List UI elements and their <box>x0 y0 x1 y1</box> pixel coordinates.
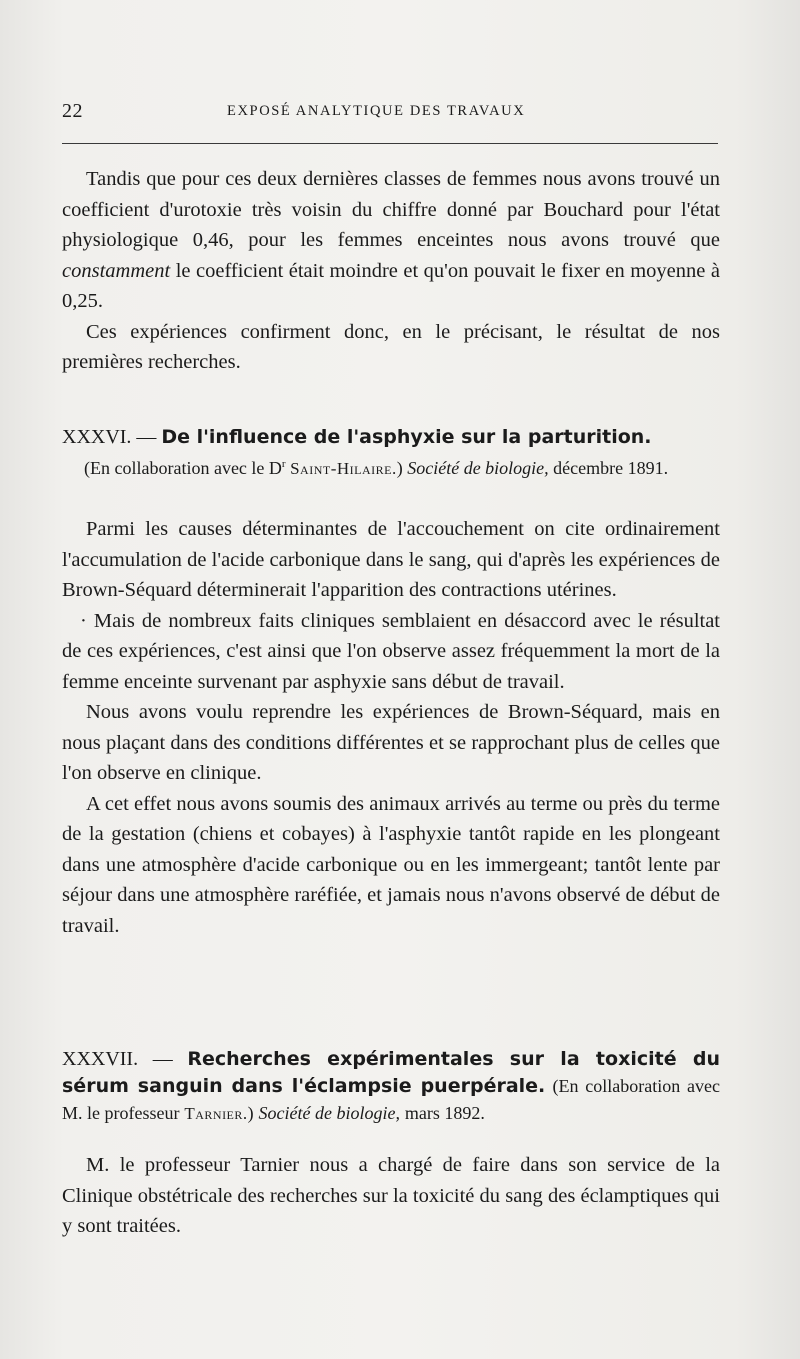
collab-prefix: (En collaboration avec M. le professeur <box>62 1076 720 1123</box>
emphasis-text: constamment <box>62 259 171 282</box>
journal-name: Société de biologie, <box>258 1103 400 1123</box>
paragraph: · Mais de nombreux faits cliniques semblaient en désaccord avec le résultat de ces expériences, c'est ainsi que l'on observe assez fréquemment la mort de la femme enceinte survenant par asphyxie sans début de travail. <box>62 609 720 693</box>
entry-number: XXXVI. — <box>62 426 157 448</box>
intro-paragraphs <box>62 164 720 378</box>
paragraph-text: Tandis que pour ces deux dernières classes de femmes nous avons trouvé un coefficient d'urotoxie très voisin du chiffre donné par Bouchard pour l'état physiologique 0,46, pour les femmes enceintes nous avons trouvé que <box>62 168 720 251</box>
collab-name: Tarnier. <box>184 1104 248 1123</box>
running-head: EXPOSÉ ANALYTIQUE DES TRAVAUX <box>227 103 526 119</box>
paragraph <box>62 164 720 317</box>
collab-close: ) <box>247 1103 254 1123</box>
entry-xxxvi-body <box>62 514 720 941</box>
paragraph: M. le professeur Tarnier nous a chargé de faire dans son service de la Clinique obstétricale des recherches sur la toxicité du sang des éclamptiques qui y sont traitées. <box>62 1154 720 1237</box>
collab-prefix: (En collaboration avec le D <box>84 458 282 478</box>
entry-xxxvii <box>62 1046 720 1127</box>
journal-name: Société de biologie, <box>407 458 549 478</box>
entry-heading <box>62 424 720 451</box>
collab-close: ) <box>396 458 403 478</box>
collab-name: Saint-Hilaire. <box>290 459 397 478</box>
entry-citation <box>62 451 720 482</box>
paragraph: Ces expériences confirment donc, en le précisant, le résultat de nos premières recherches. <box>62 320 720 373</box>
entry-date: décembre 1891. <box>553 458 669 478</box>
header-rule <box>62 143 718 144</box>
entry-heading <box>62 1046 720 1127</box>
entry-number: XXXVII. — <box>62 1048 173 1070</box>
entry-xxxvi <box>62 424 720 482</box>
paragraph: Nous avons voulu reprendre les expériences de Brown-Séquard, mais en nous plaçant dans des conditions différentes et se rapprochant plus de celles que l'on observe en clinique. <box>62 701 720 784</box>
entry-title: Recherches expérimentales sur la toxicité du sérum sanguin dans l'éclampsie puerpérale. <box>62 1048 721 1097</box>
entry-xxxvii-body <box>62 1150 720 1242</box>
page-number: 22 <box>62 100 83 122</box>
entry-title: De l'influence de l'asphyxie sur la parturition. <box>161 426 652 448</box>
entry-date: mars 1892. <box>404 1103 485 1123</box>
paragraph-text: le coefficient était moindre et qu'on pouvait le fixer en moyenne à 0,25. <box>62 259 720 312</box>
collab-sup: r <box>281 458 286 470</box>
page-header <box>62 100 718 130</box>
paragraph: Parmi les causes déterminantes de l'accouchement on cite ordinairement l'accumulation de l'acide carbonique dans le sang, qui d'après les expériences de Brown-Séquard déterminerait l'apparition des contractions utérines. <box>62 518 720 601</box>
paragraph: A cet effet nous avons soumis des animaux arrivés au terme ou près du terme de la gestation (chiens et cobayes) à l'asphyxie tantôt rapide en les plongeant dans une atmosphère d'acide carbonique ou en les immergeant; tantôt lente par séjour dans une atmosphère raréfiée, et jamais nous n'avons observé de début de travail. <box>62 792 720 937</box>
